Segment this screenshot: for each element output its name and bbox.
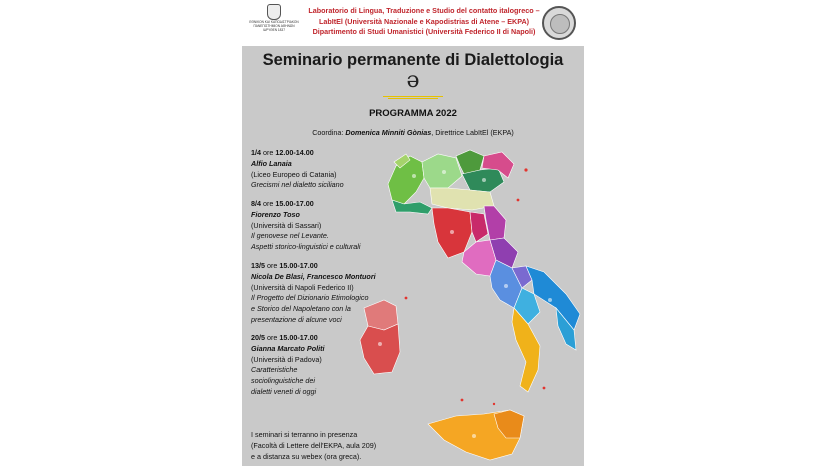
- seminar-3-topic-1: Il Progetto del Dizionario Etimologico: [251, 293, 369, 303]
- seminar-3-affiliation: (Università di Napoli Federico II): [251, 282, 354, 292]
- seminar-3-speaker: Nicola De Blasi, Francesco Montuori: [251, 271, 376, 281]
- seminar-3-time: 15.00-17.00: [279, 261, 318, 270]
- federico-ii-seal-icon: [542, 6, 576, 40]
- schwa-symbol: ə: [406, 68, 420, 93]
- seminar-4-affiliation: (Università di Padova): [251, 354, 322, 364]
- seminar-3-ore: ore: [265, 261, 280, 270]
- coordinator-line: [242, 128, 584, 137]
- seminar-4: [251, 333, 391, 398]
- seminar-3-topic-2: e Storico del Napoletano con la: [251, 304, 351, 314]
- map-region-marche: [484, 206, 506, 240]
- map-region-liguria: [392, 200, 432, 214]
- seminar-1-speaker: Alfio Lanaia: [251, 158, 292, 168]
- seminar-3-topic-3: presentazione di alcune voci: [251, 314, 342, 324]
- seminar-4-topic-3: dialetti veneti di oggi: [251, 386, 317, 396]
- seminar-poster: [242, 0, 584, 466]
- seminar-1-time: 12.00-14.00: [275, 148, 314, 157]
- ekpa-logo-text-1: ΕΘΝΙΚΟΝ ΚΑΙ ΚΑΠΟΔΙΣΤΡΙΑΚΟΝ: [249, 20, 299, 24]
- seminar-2-ore: ore: [261, 199, 276, 208]
- poster-title: Seminario permanente di Dialettologia: [262, 51, 564, 69]
- seminar-1-affiliation: (Liceo Europeo di Catania): [251, 169, 337, 179]
- map-region-lombardia: [422, 154, 462, 188]
- yellow-divider: [383, 96, 443, 97]
- seminar-2-speaker: Fiorenzo Toso: [251, 209, 300, 219]
- coordinator-prefix: Coordina:: [312, 128, 346, 137]
- coordinator-suffix: , Direttrice LabItEl (EKPA): [431, 128, 514, 137]
- venue-line-2: (Facoltà di Lettere dell'EKPA, aula 209): [251, 440, 377, 450]
- seminar-4-ore: ore: [265, 333, 280, 342]
- yellow-divider-2: [388, 98, 438, 99]
- seminar-4-date: 20/5: [251, 333, 265, 342]
- seminar-2-topic-2: Aspetti storico-linguistici e culturali: [251, 242, 361, 252]
- seminar-4-topic-2: sociolinguistiche dei: [251, 376, 315, 386]
- seminar-1-date: 1/4: [251, 148, 261, 157]
- seminar-2-time: 15.00-17.00: [275, 199, 314, 208]
- header-line-3: Dipartimento di Studi Umanistici (Università Federico II di Napoli): [312, 27, 536, 36]
- venue-line-3: e a distanza su webex (ora greca).: [251, 451, 362, 461]
- header-line-1: Laboratorio di Lingua, Traduzione e Studio del contatto italogreco –: [308, 6, 540, 15]
- ekpa-logo-text-2: ΠΑΝΕΠΙΣΤΗΜΙΟΝ ΑΘΗΝΩΝ: [253, 24, 295, 28]
- map-region-lazio: [462, 240, 496, 276]
- seminar-3: [251, 261, 411, 326]
- seminar-2-topic-1: Il genovese nel Levante.: [251, 231, 329, 241]
- venue-line-1: I seminari si terranno in presenza: [251, 430, 358, 439]
- seminar-2: [251, 199, 391, 253]
- header-line-2: LabItEl (Università Nazionale e Kapodistrias di Atene – EKPA): [318, 16, 530, 26]
- coordinator-name: Domenica Minniti Gònias: [345, 128, 432, 137]
- seminar-2-date: 8/4: [251, 199, 261, 208]
- seminar-2-affiliation: (Università di Sassari): [251, 220, 322, 230]
- ekpa-logo-text-3: ΙΔΡΥΘΕΝ 1837: [263, 28, 285, 32]
- seminar-4-speaker: Gianna Marcato Politi: [251, 343, 325, 353]
- ekpa-emblem-icon: [267, 4, 281, 20]
- seminar-4-time: 15.00-17.00: [279, 333, 318, 342]
- seminar-1: [251, 148, 391, 191]
- seminar-1-ore: ore: [261, 148, 276, 157]
- venue-note: [251, 430, 411, 462]
- seminar-1-topic: Grecismi nel dialetto siciliano: [251, 180, 344, 190]
- institution-header: [306, 6, 542, 38]
- programma-heading: PROGRAMMA 2022: [369, 108, 457, 119]
- seminar-4-topic-1: Caratteristiche: [251, 365, 298, 375]
- poster-header: [242, 0, 584, 46]
- ekpa-logo: [248, 4, 300, 42]
- seminar-3-date: 13/5: [251, 261, 265, 270]
